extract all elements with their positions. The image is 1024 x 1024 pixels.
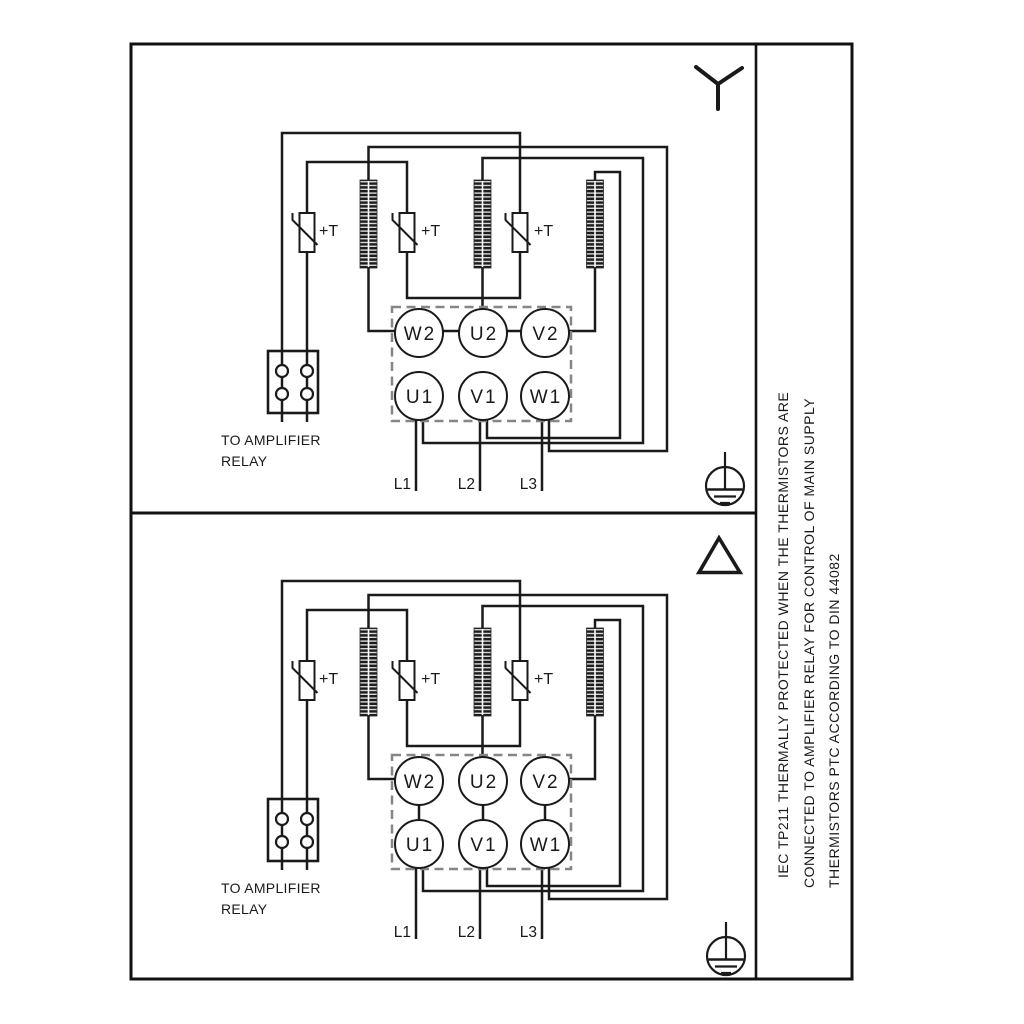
side-note-line3: THERMISTORS PTC ACCORDING TO DIN 44082 (826, 553, 842, 888)
earth-ground-icon (706, 452, 744, 505)
side-note (775, 392, 842, 888)
side-note-line1: IEC TP211 THERMALLY PROTECTED WHEN THE THERMISTORS ARE (775, 391, 791, 878)
side-note-line2: CONNECTED TO AMPLIFIER RELAY FOR CONTROL OF MAIN SUPPLY (801, 397, 817, 888)
delta-links (419, 805, 545, 820)
earth-ground-icon (707, 922, 745, 975)
panel-delta (221, 538, 745, 975)
delta-connection-icon (699, 538, 740, 573)
star-connection-icon (696, 67, 742, 109)
panel-star (221, 67, 744, 505)
